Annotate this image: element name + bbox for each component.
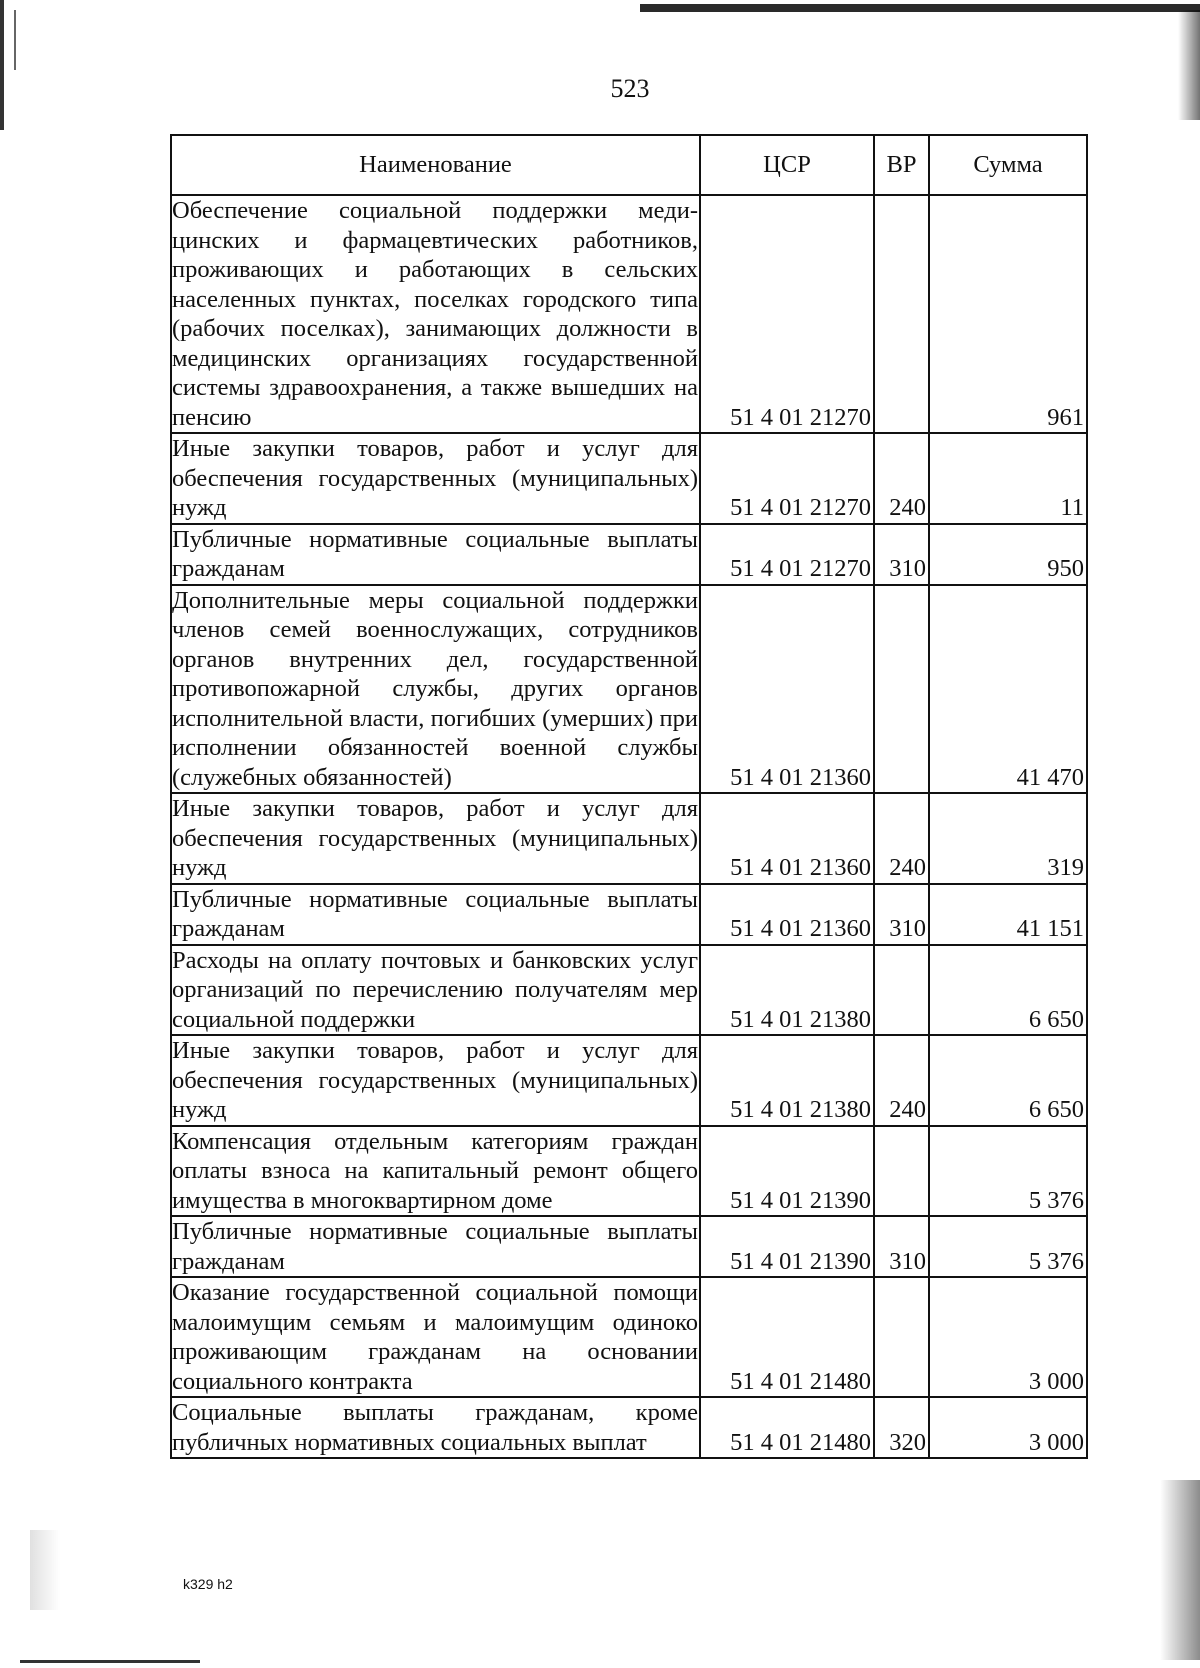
scan-edge-right-lower	[1160, 1480, 1200, 1660]
row-name: Иные закупки товаров, работ и услуг для обеспечения государственных (муниципальных) нужд	[171, 433, 700, 524]
table-row	[171, 1126, 1087, 1217]
row-name: Социальные выплаты гражданам, кроме публичных нормативных социальных выплат	[171, 1397, 700, 1458]
row-csr: 51 4 01 21390	[700, 1216, 874, 1277]
scan-edge-left	[0, 0, 4, 130]
row-csr: 51 4 01 21380	[700, 1035, 874, 1126]
row-csr: 51 4 01 21270	[700, 433, 874, 524]
header-name: Наименование	[171, 135, 700, 195]
row-sum: 11	[929, 433, 1087, 524]
row-vr: 240	[874, 793, 929, 884]
row-sum: 961	[929, 195, 1087, 433]
table-row	[171, 793, 1087, 884]
table-row	[171, 1035, 1087, 1126]
row-vr	[874, 1126, 929, 1217]
row-sum: 41 470	[929, 585, 1087, 794]
row-sum: 950	[929, 524, 1087, 585]
row-name: Дополнительные меры социальной поддержки членов семей военнослужащих, сотрудников органов внутренних дел, государственной противопожарной службы, других органов исполнительной власти, погибших (умерших) при исполнении обязанностей военной службы (служебных обязанностей)	[171, 585, 700, 794]
row-name: Публичные нормативные социальные выплаты гражданам	[171, 524, 700, 585]
row-vr: 310	[874, 884, 929, 945]
row-csr: 51 4 01 21270	[700, 524, 874, 585]
row-name: Иные закупки товаров, работ и услуг для обеспечения государственных (муниципальных) нужд	[171, 1035, 700, 1126]
row-sum: 319	[929, 793, 1087, 884]
header-csr: ЦСР	[700, 135, 874, 195]
row-sum: 5 376	[929, 1126, 1087, 1217]
row-vr: 320	[874, 1397, 929, 1458]
table-row	[171, 1277, 1087, 1397]
row-csr: 51 4 01 21270	[700, 195, 874, 433]
scan-shadow-corner	[30, 1530, 60, 1610]
budget-table	[170, 134, 1088, 1459]
table-header	[171, 135, 1087, 195]
row-sum: 5 376	[929, 1216, 1087, 1277]
row-csr: 51 4 01 21360	[700, 585, 874, 794]
row-name: Публичные нормативные социальные выплаты гражданам	[171, 884, 700, 945]
table-row	[171, 1397, 1087, 1458]
row-vr	[874, 585, 929, 794]
row-csr: 51 4 01 21480	[700, 1397, 874, 1458]
row-sum: 6 650	[929, 1035, 1087, 1126]
row-csr: 51 4 01 21480	[700, 1277, 874, 1397]
footer-code: k329 h2	[183, 1576, 233, 1592]
row-name: Публичные нормативные социальные выплаты гражданам	[171, 1216, 700, 1277]
row-name: Иные закупки товаров, работ и услуг для обеспечения государственных (муниципальных) нужд	[171, 793, 700, 884]
row-vr: 310	[874, 1216, 929, 1277]
header-vr: ВР	[874, 135, 929, 195]
scan-edge-bottom	[20, 1660, 200, 1663]
row-sum: 3 000	[929, 1277, 1087, 1397]
row-vr: 240	[874, 1035, 929, 1126]
row-name: Оказание государственной социальной помощи малоимущим семьям и малоимущим одиноко проживающим гражданам на основании социального контракта	[171, 1277, 700, 1397]
page-number: 523	[610, 74, 650, 103]
row-vr	[874, 1277, 929, 1397]
table-row	[171, 1216, 1087, 1277]
row-sum: 6 650	[929, 945, 1087, 1036]
row-csr: 51 4 01 21360	[700, 793, 874, 884]
row-vr	[874, 945, 929, 1036]
row-csr: 51 4 01 21390	[700, 1126, 874, 1217]
table-row	[171, 884, 1087, 945]
row-vr: 310	[874, 524, 929, 585]
table-header-row	[171, 135, 1087, 195]
row-name: Расходы на оплату почтовых и банковских услуг организаций по перечислению получателям мер социальной поддержки	[171, 945, 700, 1036]
row-vr	[874, 195, 929, 433]
row-name: Обеспечение социальной поддержки медицинских и фармацевтических работников, проживающих и работающих в сельских населенных пунктах, поселках городского типа (рабочих поселках), занимающих должности в медицинских организациях государственной системы здравоохранения, а также вышедших на пенсию	[171, 195, 700, 433]
row-csr: 51 4 01 21380	[700, 945, 874, 1036]
row-sum: 3 000	[929, 1397, 1087, 1458]
row-sum: 41 151	[929, 884, 1087, 945]
table-row	[171, 433, 1087, 524]
table-row	[171, 195, 1087, 433]
scan-edge-top	[640, 4, 1200, 12]
row-name: Компенсация отдельным категориям граждан оплаты взноса на капитальный ремонт общего имущества в многоквартирном доме	[171, 1126, 700, 1217]
header-sum: Сумма	[929, 135, 1087, 195]
table-row	[171, 585, 1087, 794]
row-vr: 240	[874, 433, 929, 524]
table-row	[171, 524, 1087, 585]
table-row	[171, 945, 1087, 1036]
scan-mark-left	[14, 10, 16, 70]
row-csr: 51 4 01 21360	[700, 884, 874, 945]
